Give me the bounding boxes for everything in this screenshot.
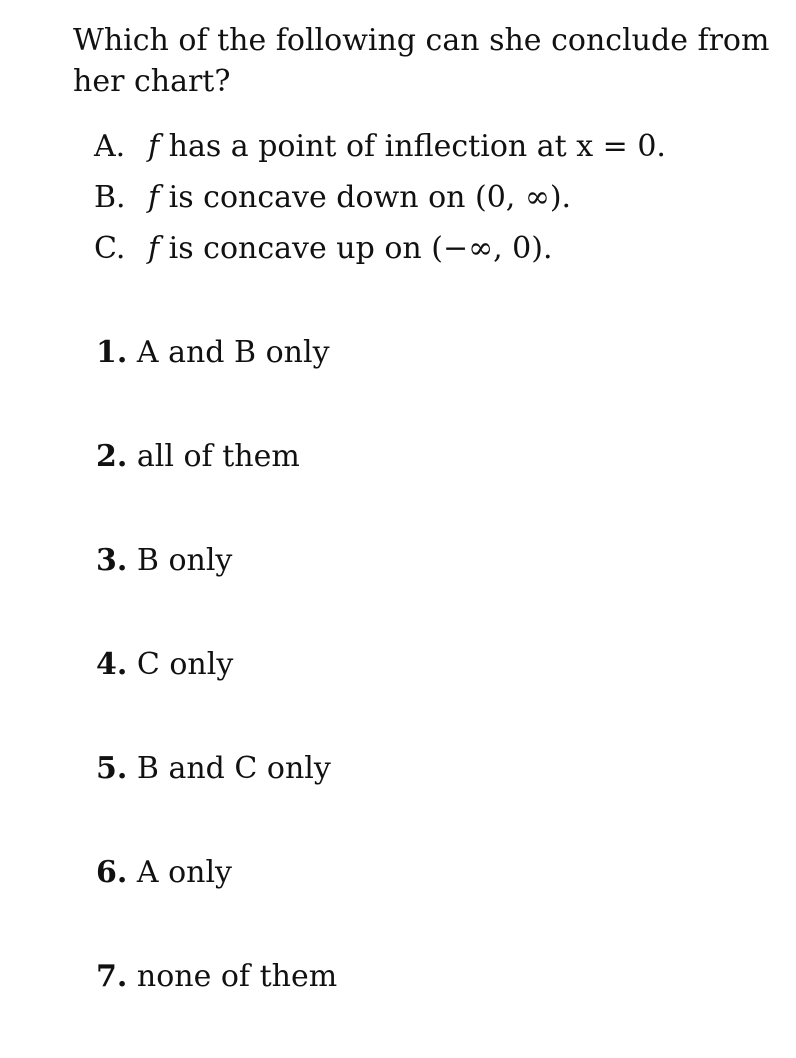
function-symbol: f (148, 129, 160, 164)
statement-text: is concave down on (0, ∞). (159, 180, 572, 215)
option-text: A only (136, 855, 233, 890)
option-number: 3. (96, 543, 128, 578)
option-text: C only (136, 647, 234, 682)
statement-list (94, 124, 774, 277)
statement-label: A. (94, 129, 126, 164)
statement-text: has a point of inflection at x = 0. (159, 129, 666, 164)
question-text: Which of the following can she conclude from her chart? (73, 23, 770, 99)
answer-option-2[interactable] (96, 434, 776, 538)
statement-label: B. (94, 180, 126, 215)
answer-options (96, 330, 776, 1058)
option-text: A and B only (136, 335, 330, 370)
statement-c (94, 226, 774, 277)
option-text: B and C only (136, 751, 331, 786)
answer-option-7[interactable] (96, 954, 776, 1058)
answer-option-6[interactable] (96, 850, 776, 954)
answer-option-3[interactable] (96, 538, 776, 642)
option-number: 6. (96, 855, 128, 890)
option-number: 4. (96, 647, 128, 682)
statement-label: C. (94, 231, 126, 266)
option-number: 5. (96, 751, 128, 786)
statement-a (94, 124, 774, 175)
statement-text: is concave up on (−∞, 0). (159, 231, 553, 266)
function-symbol: f (148, 180, 160, 215)
option-number: 1. (96, 335, 128, 370)
option-number: 2. (96, 439, 128, 474)
statement-b (94, 175, 774, 226)
option-text: all of them (136, 439, 300, 474)
answer-option-4[interactable] (96, 642, 776, 746)
option-text: B only (136, 543, 233, 578)
answer-option-1[interactable] (96, 330, 776, 434)
function-symbol: f (148, 231, 160, 266)
option-text: none of them (136, 959, 338, 994)
option-number: 7. (96, 959, 128, 994)
answer-option-5[interactable] (96, 746, 776, 850)
